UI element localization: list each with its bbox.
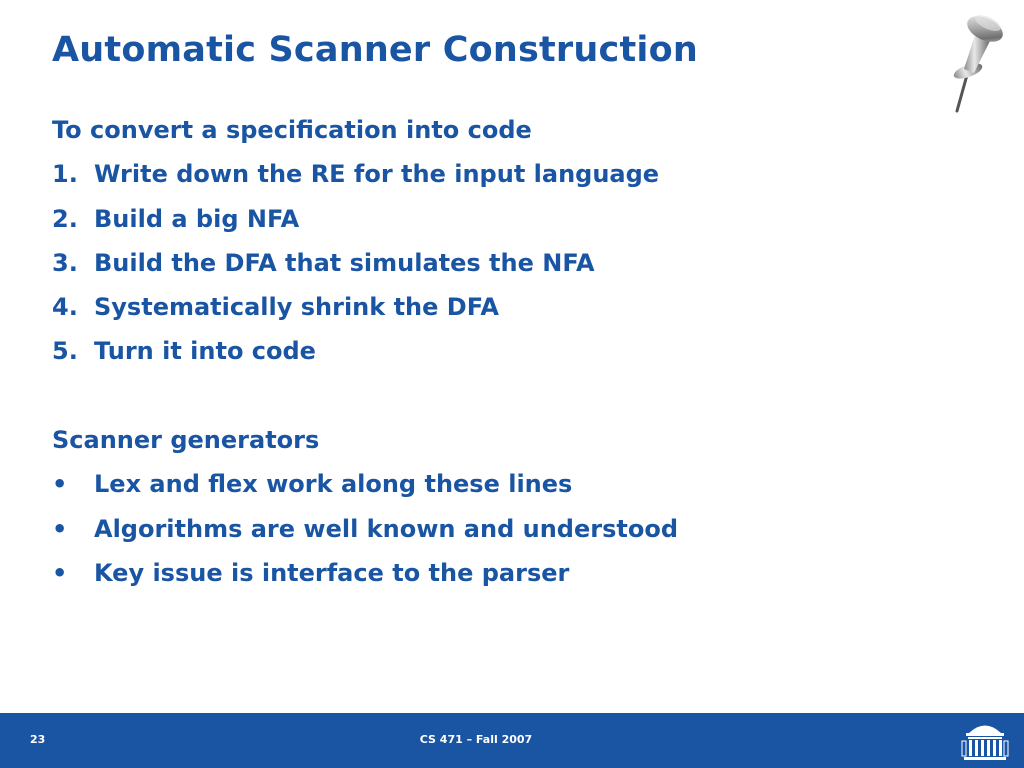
list-item-text: Write down the RE for the input language (94, 160, 660, 189)
list-marker: 5. (52, 337, 78, 366)
bullet-item-text: Algorithms are well known and understood (94, 514, 679, 543)
list-item (52, 197, 932, 241)
spacer (52, 374, 932, 418)
intro-heading: To convert a specification into code (52, 116, 532, 144)
list-item-text: Build a big NFA (94, 204, 300, 233)
bullet-marker: • (52, 470, 68, 499)
bullet-item (52, 551, 932, 595)
course-label: CS 471 – Fall 2007 (419, 733, 533, 746)
list-item (52, 152, 932, 196)
list-item (52, 241, 932, 285)
generators-heading: Scanner generators (52, 426, 320, 455)
list-item-text: Turn it into code (94, 337, 316, 366)
footer-bar (0, 713, 1024, 768)
rotunda-logo (960, 716, 1010, 764)
bullet-item (52, 462, 932, 506)
list-item-text: Build the DFA that simulates the NFA (94, 248, 595, 277)
bullet-item (52, 507, 932, 551)
list-marker: 3. (52, 248, 78, 277)
list-marker: 4. (52, 293, 78, 322)
slide-body (52, 108, 932, 595)
page-number: 23 (30, 733, 46, 746)
bullet-marker: • (52, 558, 68, 587)
bullet-item-text: Lex and flex work along these lines (94, 470, 573, 499)
list-item (52, 329, 932, 373)
bullet-item-text: Key issue is interface to the parser (94, 558, 570, 587)
slide-title: Automatic Scanner Construction (52, 30, 698, 70)
list-item (52, 285, 932, 329)
list-marker: 2. (52, 204, 78, 233)
list-marker: 1. (52, 160, 78, 189)
pushpin-icon (940, 5, 1010, 113)
bullet-marker: • (52, 514, 68, 543)
list-item-text: Systematically shrink the DFA (94, 293, 499, 322)
